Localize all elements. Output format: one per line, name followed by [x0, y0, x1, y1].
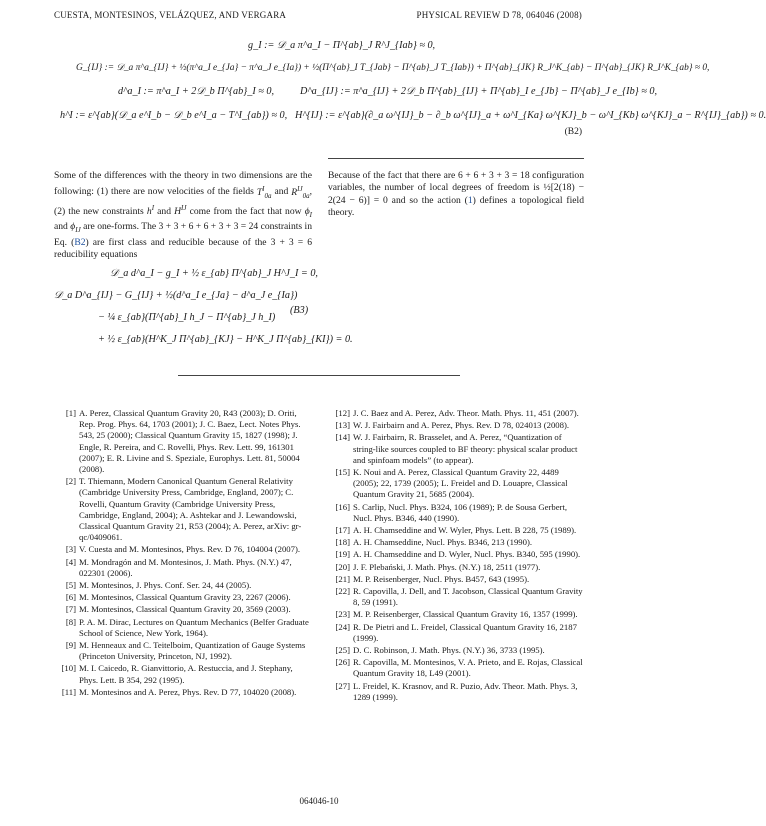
reference-text: J. F. Plebański, J. Math. Phys. (N.Y.) 18, 2511 (1977). [353, 561, 541, 572]
reference-text: M. P. Reisenberger, Classical Quantum Gravity 16, 1357 (1999). [353, 609, 578, 620]
reference-number: [8] [65, 616, 76, 627]
reference-item [328, 549, 584, 560]
reference-item [54, 557, 312, 579]
reference-number: [16] [335, 501, 350, 512]
reference-item [54, 408, 312, 475]
paragraph-text: Because of the fact that there are 6 + 6 + 3 + 3 = 18 configuration variables, the number of local degrees of freedom is ½[2(18) − 2(24 − 6)] = 0 and so the action ( [328, 170, 584, 206]
reference-text: A. Perez, Classical Quantum Gravity 20, R43 (2003); D. Oriti, Rep. Prog. Phys. 64, 1703 (2001); J. C. Baez, Lect. Notes Phys. 543, 25 (2000); Classical Quantum Gravity 15, 1827 (1998); J. Engle, R. Pereira, and C. Rovelli, Phys. Rev. Lett. 99, 161301 (2007); E. R. Livine and S. Speziale, Europhys. Lett. 81, 50004 (2008). [79, 408, 301, 475]
equation-line: G_{IJ} := 𝒟_a π^a_{IJ} + ½(π^a_I e_{Ja} − π^a_J e_{Ia}) + ½(Π^{ab}_I T_{Jab} − Π^{ab}_J T_{Iab}) + Π^{ab}_{JK} R_J^K_{ab} − Π^{ab}_{JK} R_I^K_{ab} ≈ 0, [76, 63, 710, 73]
reference-text: K. Noui and A. Perez, Classical Quantum Gravity 22, 4489 (2005); 22, 1739 (2005); L. Freidel and D. Louapre, Classical Quantum Gravity 21, 5685 (2004). [353, 467, 568, 500]
equation-line: + ½ ε_{ab}(H^K_J Π^{ab}_{KJ} − H^K_J Π^{ab}_{KI}) = 0. [98, 334, 353, 345]
paragraph-text: and [154, 206, 175, 218]
reference-item [54, 640, 312, 662]
equation-line: H^{IJ} := ε^{ab}(∂_a ω^{IJ}_b − ∂_b ω^{IJ}_a + ω^I_{Ka} ω^{KJ}_b − ω^I_{Kb} ω^{KJ}_a − R^{IJ}_{ab}) ≈ 0. [295, 110, 766, 121]
reference-text: M. I. Caicedo, R. Gianvittorio, A. Restuccia, and J. Stephany, Phys. Lett. B 354, 292 (1995). [79, 663, 293, 685]
reference-item [328, 525, 584, 536]
reference-number: [4] [65, 556, 76, 567]
equation-line: 𝒟_a D^a_{IJ} − G_{IJ} + ½(d^a_I e_{Ja} − d^a_J e_{Ia}) [54, 290, 298, 301]
reference-number: [14] [335, 432, 350, 443]
reference-text: W. J. Fairbairn, R. Brasselet, and A. Perez, “Quantization of string-like sources coupled to BF theory: physical scalar product and spinfoam models” (to appear). [353, 432, 578, 465]
equation-number-b2: (B2) [564, 127, 582, 137]
reference-text: J. C. Baez and A. Perez, Adv. Theor. Math. Phys. 11, 451 (2007). [353, 408, 579, 418]
reference-number: [10] [61, 663, 76, 674]
reference-text: A. H. Chamseddine, Nucl. Phys. B346, 213 (1990). [353, 537, 533, 548]
column-divider [328, 158, 584, 159]
equation-line: D^a_{IJ} := π^a_{IJ} + 2𝒟_b Π^{ab}_{IJ} + Π^{ab}_I e_{Jb} − Π^{ab}_J e_{Ib} ≈ 0, [300, 86, 658, 97]
reference-number: [5] [65, 580, 76, 591]
reference-item [328, 502, 584, 524]
paragraph-text: Some of the differences with the theory in two dimensions are the following: (1) there are now velocities of the fields [54, 170, 312, 198]
page-footer: 064046-10 [299, 796, 339, 806]
reference-number: [26] [335, 657, 350, 668]
left-paragraph: Some of the differences with the theory in two dimensions are the following: (1) there are now velocities of the fields $T^I_{0a}$ and $R^{IJ}_{0a}$, (2) the new constraints $h^I$ and $H^{IJ}$ come from the fact that now $\phi_I$ and $\phi_{IJ}$ are one-forms. The 3 + 3 + 6 + 6 + 3 + 3 = 24 constraints in Eq. (B2) are first class and reducible because of the 3 + 3 = 6 reducibility equations [54, 170, 313, 261]
reference-number: [22] [335, 586, 350, 597]
reference-item [54, 544, 312, 555]
reference-item [328, 408, 584, 419]
equation-link[interactable]: 1 [467, 194, 473, 206]
equation-number-b3: (B3) [290, 305, 309, 316]
reference-number: [19] [335, 549, 350, 560]
equation-line: 𝒟_a d^a_I − g_I + ½ ε_{ab} Π^{ab}_J H^J_I = 0, [110, 268, 318, 279]
paragraph-text: and [54, 221, 71, 233]
reference-item [328, 645, 584, 656]
paragraph-text: come from the fact that now [186, 206, 305, 218]
reference-text: M. Henneaux and C. Teitelboim, Quantization of Gauge Systems (Princeton University, Princeton, NJ, 1992). [79, 640, 306, 662]
paragraph-text: ) defines a topological field theory. [328, 194, 584, 219]
reference-item [328, 681, 584, 703]
reference-item [328, 657, 584, 679]
reference-text: P. A. M. Dirac, Lectures on Quantum Mechanics (Belfer Graduate School of Science, New York, 1964). [79, 616, 309, 638]
reference-text: M. Montesinos and A. Perez, Phys. Rev. D 77, 104020 (2008). [79, 686, 297, 697]
references-right-column [328, 408, 584, 704]
reference-item [54, 580, 312, 591]
equation-link[interactable]: B2 [74, 236, 86, 248]
reference-text: D. C. Robinson, J. Math. Phys. (N.Y.) 36, 3733 (1995). [353, 645, 545, 656]
reference-text: W. J. Fairbairn and A. Perez, Phys. Rev. D 78, 024013 (2008). [353, 420, 570, 431]
reference-item [54, 592, 312, 603]
reference-number: [6] [65, 592, 76, 603]
reference-item [328, 574, 584, 585]
reference-item [54, 617, 312, 639]
paragraph-text: ) are first class and reducible because of the 3 + 3 = 6 reducibility equations [54, 236, 313, 261]
equation-line: g_I := 𝒟_a π^a_I − Π^{ab}_J R^J_{Iab} ≈ 0, [248, 40, 436, 51]
reference-item [54, 687, 312, 698]
reference-number: [25] [335, 645, 350, 656]
references-divider [178, 375, 460, 376]
reference-item [328, 420, 584, 431]
reference-number: [21] [335, 573, 350, 584]
reference-number: [1] [65, 408, 76, 418]
paragraph-text: are one-forms. The 3 + 3 + 6 + 6 + 3 + 3 = 24 constraints in Eq. ( [54, 221, 313, 248]
header-authors: CUESTA, MONTESINOS, VELÁZQUEZ, AND VERGARA [54, 10, 287, 20]
reference-number: [27] [335, 680, 350, 691]
reference-text: M. P. Reisenberger, Nucl. Phys. B457, 643 (1995). [353, 573, 530, 584]
right-paragraph [328, 170, 584, 220]
reference-text: A. H. Chamseddine and D. Wyler, Nucl. Phys. B340, 595 (1990). [353, 549, 581, 560]
reference-text: M. Mondragón and M. Montesinos, J. Math. Phys. (N.Y.) 47, 022301 (2006). [79, 556, 292, 578]
reference-number: [24] [335, 621, 350, 632]
reference-text: T. Thiemann, Modern Canonical Quantum General Relativity (Cambridge University Press, Cambridge, England, 2007); C. Rovelli, Quantum Gravity (Cambridge University Press, Cambridge, England, 2004); A. Ashtekar and J. Lewandowski, Classical Quantum Gravity 21, R53 (2004); A. Perez, arXiv: gr-qc/0409061. [79, 476, 302, 543]
equation-line: − ¼ ε_{ab}(Π^{ab}_I h_J − Π^{ab}_J h_I) [98, 312, 276, 323]
paragraph-text: , (2) the new constraints [54, 186, 312, 218]
reference-text: R. De Pietri and L. Freidel, Classical Quantum Gravity 16, 2187 (1999). [353, 621, 577, 643]
reference-number: [9] [65, 640, 76, 651]
reference-item [328, 622, 584, 644]
equation-line: d^a_I := π^a_I + 2𝒟_b Π^{ab}_I ≈ 0, [118, 86, 275, 97]
reference-number: [15] [335, 467, 350, 478]
reference-item [328, 467, 584, 501]
reference-number: [17] [335, 525, 350, 536]
equation-line: h^I := ε^{ab}(𝒟_a e^I_b − 𝒟_b e^I_a − T^I_{ab}) ≈ 0, [60, 110, 288, 121]
reference-text: V. Cuesta and M. Montesinos, Phys. Rev. D 76, 104004 (2007). [79, 544, 301, 555]
references-left-column [54, 408, 312, 699]
reference-item [54, 604, 312, 615]
reference-text: L. Freidel, K. Krasnov, and R. Puzio, Adv. Theor. Math. Phys. 3, 1289 (1999). [353, 680, 578, 702]
reference-number: [2] [65, 476, 76, 487]
reference-number: [11] [61, 686, 76, 697]
reference-number: [7] [65, 604, 76, 615]
reference-number: [20] [335, 561, 350, 572]
reference-number: [13] [335, 420, 350, 431]
reference-item [328, 537, 584, 548]
reference-text: A. H. Chamseddine and W. Wyler, Phys. Lett. B 228, 75 (1989). [353, 525, 577, 536]
reference-text: M. Montesinos, J. Phys. Conf. Ser. 24, 44 (2005). [79, 580, 252, 591]
paragraph-text: and [271, 186, 292, 198]
reference-item [328, 562, 584, 573]
reference-number: [23] [335, 609, 350, 620]
running-header [0, 10, 638, 24]
reference-number: [3] [65, 544, 76, 555]
reference-text: M. Montesinos, Classical Quantum Gravity 23, 2267 (2006). [79, 592, 291, 603]
reference-text: R. Capovilla, J. Dell, and T. Jacobson, Classical Quantum Gravity 8, 59 (1991). [353, 586, 583, 608]
reference-item [54, 663, 312, 685]
reference-item [54, 476, 312, 543]
header-journal: PHYSICAL REVIEW D 78, 064046 (2008) [416, 10, 582, 20]
reference-number: [18] [335, 537, 350, 548]
reference-item [328, 586, 584, 608]
reference-item [328, 432, 584, 466]
reference-text: S. Carlip, Nucl. Phys. B324, 106 (1989); P. de Sousa Gerbert, Nucl. Phys. B346, 440 (1990). [353, 501, 568, 523]
reference-number: [12] [335, 408, 350, 418]
reference-text: R. Capovilla, M. Montesinos, V. A. Prieto, and E. Rojas, Classical Quantum Gravity 18, L49 (2001). [353, 657, 583, 679]
reference-text: M. Montesinos, Classical Quantum Gravity 20, 3569 (2003). [79, 604, 291, 615]
reference-item [328, 609, 584, 620]
